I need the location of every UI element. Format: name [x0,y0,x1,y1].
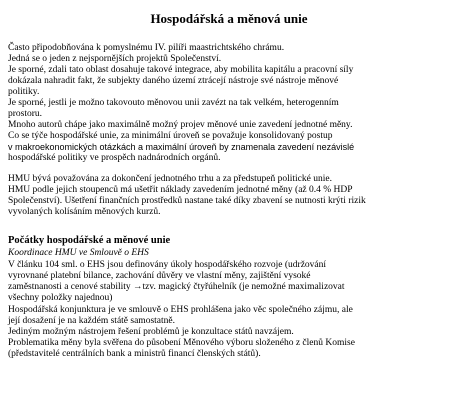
section-line: Hospodářská konjunktura je ve smlouvě o EHS prohlášena jako věc společného zájmu, ale [8,305,353,315]
section-heading: Počátky hospodářské a měnové unie [8,235,171,246]
section-line: Jediným možným nástrojem řešení problémů je konzultace států navzájem. [8,327,294,337]
intro-line: Je sporné, jestli je možno takovouto měnovou unii zavézt na tak velkém, heterogenním [8,98,339,108]
intro-line: hospodářské politiky ve prospěch nadnárodních orgánů. [8,153,221,163]
hmu-line: Společenství). Ušetření finančních prostředků nastane také díky zbavení se nutnosti krýti rizik [8,196,366,206]
intro-line: politiky. [8,87,40,97]
section-line: všechny položky najednou) [8,293,113,303]
hmu-line: HMU podle jejich stoupenců má ušetřit náklady zavedením jednotné měny (až 0.4 % HDP [8,185,353,195]
hmu-line: HMU bývá považována za dokončení jednotného trhu a za předstupeň politické unie. [8,174,332,184]
intro-line: Jedná se o jeden z nejspornějších projektů Společenství. [8,54,222,64]
section-line: její dosažení je na každém státě samostatně. [8,316,175,326]
intro-line: v makroekonomických otázkách a maximální úroveň by znamenala zavedení nezávislé [8,142,355,152]
section-subheading: Koordinace HMU ve Smlouvě o EHS [8,248,149,258]
section-line: vyrovnané platební bilance, zachování důvěry ve vlastní měny, zajištění vysoké [8,271,311,281]
section-line: Problematika měny byla svěřena do působení Měnového výboru složeného z členů Komise [8,338,355,348]
hmu-line: vyvolaných kolísáním měnových kurzů. [8,207,161,217]
intro-line: prostoru. [8,109,43,119]
section-line: V článku 104 sml. o EHS jsou definovány úkoly hospodářského rozvoje (udržování [8,260,327,270]
intro-line: Co se týče hospodářské unie, za minimální úroveň se považuje konsolidovaný postup [8,131,333,141]
section-line: (představitelé centrálních bank a ministrů financí členských států). [8,349,261,359]
section-line: zaměstnanosti a cenové stability →tzv. magický čtyřúhelník (je nemožné maximalizovat [8,282,345,292]
intro-line: Je sporné, zdali tato oblast dosahuje takové integrace, aby mobilita kapitálu a pracovní síly [8,65,354,75]
document-title: Hospodářská a měnová unie [150,11,308,26]
intro-line: Mnoho autorů chápe jako maximálně možný projev měnové unie zavedení jednotné měny. [8,120,353,130]
intro-line: Často připodobňována k pomyslnému IV. pilíři maastrichtského chrámu. [8,43,285,53]
intro-line: dokázala nahradit fakt, že subjekty daného území ztrácejí nástroje své nástroje měnové [8,76,339,86]
